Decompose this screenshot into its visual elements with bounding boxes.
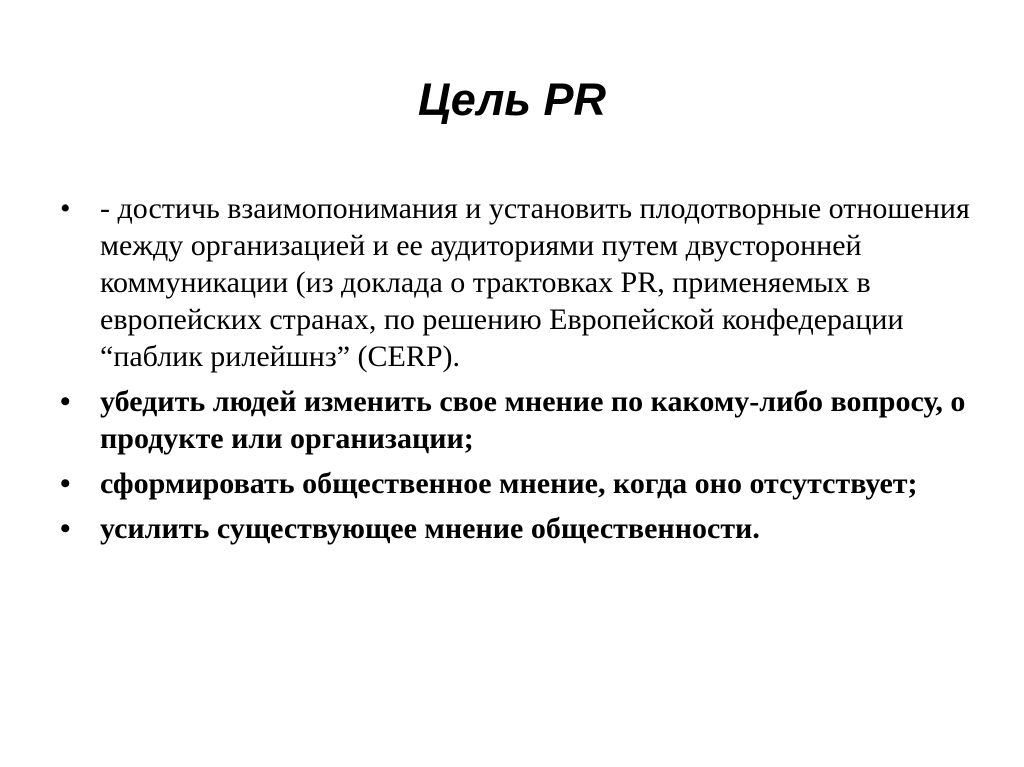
- bullet-item-persuade: [60, 383, 980, 457]
- bullet-dot: •: [60, 192, 71, 225]
- slide-title: Цель PR: [417, 74, 607, 125]
- bullet-dot: •: [60, 467, 71, 500]
- bullet-item-strengthen: [60, 510, 980, 547]
- bullet-dot: •: [60, 385, 71, 418]
- bullet-text: убедить людей изменить свое мнение по какому-либо вопросу, о продукте или организации;: [100, 385, 966, 455]
- bullet-dot: •: [60, 512, 71, 545]
- bullet-text: усилить существующее мнение общественности.: [100, 512, 760, 545]
- bullet-item-definition: [60, 190, 980, 375]
- bullet-item-form-opinion: [60, 465, 980, 502]
- bullet-list: [60, 190, 980, 555]
- bullet-text: - достичь взаимопонимания и установить плодотворные отношения между организацией и ее аудиториями путем двусторонней коммуникации (из доклада о трактовках PR, применяемых в европейских странах, по решению Европейской конфедерации “паблик рилейшнз” (CERP).: [100, 192, 970, 373]
- bullet-text: сформировать общественное мнение, когда оно отсутствует;: [100, 467, 918, 500]
